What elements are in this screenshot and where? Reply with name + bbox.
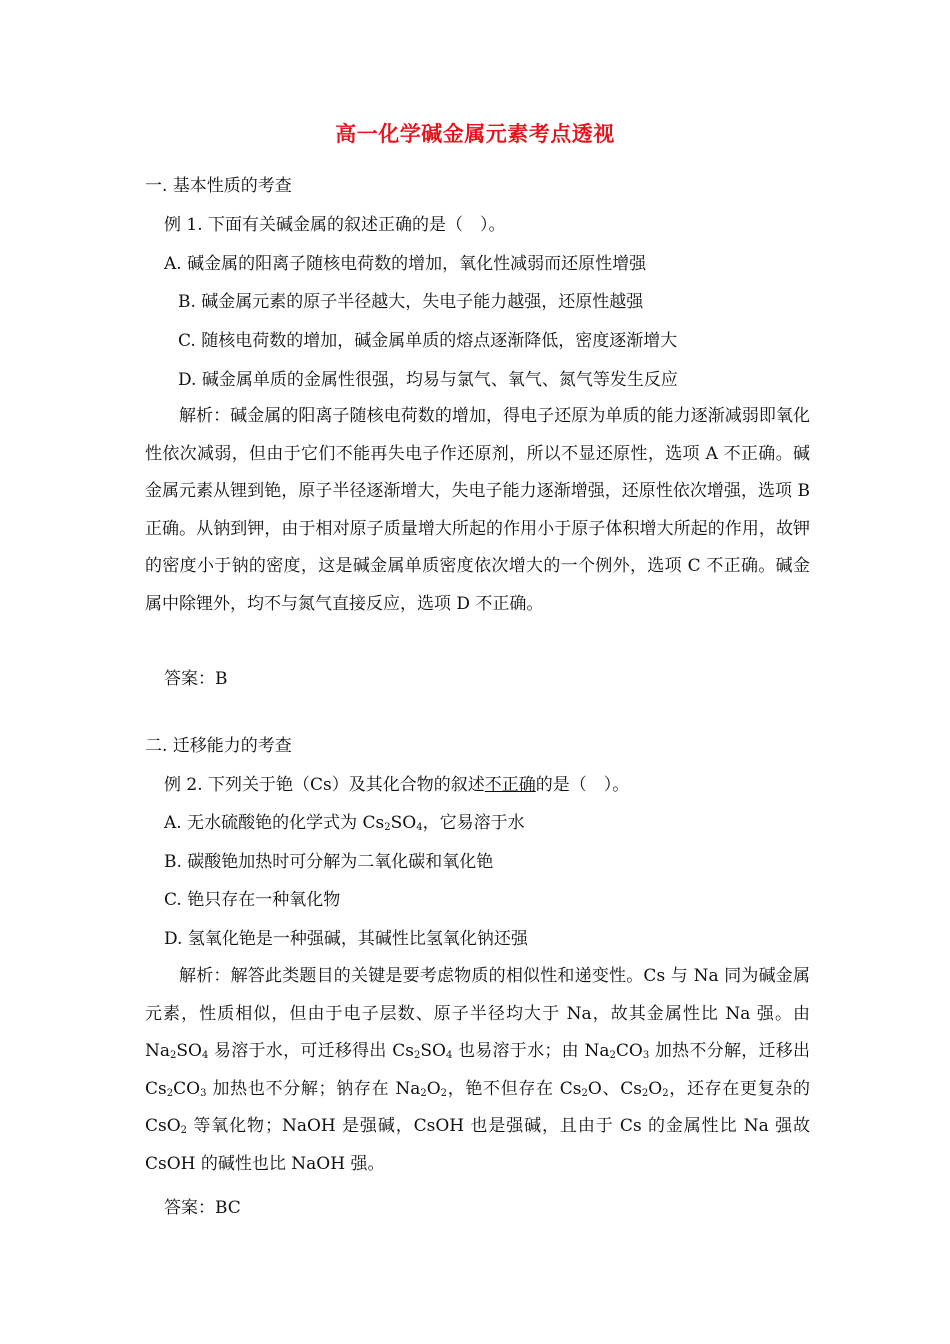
subscript: 2 — [166, 1087, 174, 1099]
subscript: 2 — [414, 1050, 421, 1062]
analysis-text: SO — [420, 1041, 446, 1062]
analysis-text: CO — [173, 1078, 201, 1099]
example-1-question: 例 1. 下面有关碱金属的叙述正确的是（ ）。 — [164, 215, 506, 235]
example-2-option-a — [164, 811, 525, 835]
subscript: 2 — [662, 1087, 669, 1099]
analysis-text: SO — [176, 1041, 202, 1062]
subscript: 2 — [581, 1087, 588, 1099]
subscript: 2 — [641, 1087, 649, 1099]
option-a-text: SO — [390, 813, 417, 833]
subscript: 2 — [384, 822, 391, 833]
subscript: 4 — [201, 1050, 209, 1062]
option-a-text: A. 无水硫酸铯的化学式为 Cs — [164, 813, 385, 833]
analysis-text: O、Cs — [587, 1078, 642, 1099]
example-2-question — [164, 773, 629, 797]
analysis-text: 易溶于水，可迁移得出 Cs — [208, 1041, 415, 1062]
subscript: 2 — [440, 1087, 448, 1099]
example-1-analysis: 解析：碱金属的阳离子随核电荷数的增加，得电子还原为单质的能力逐渐减弱即氧化性依次减弱，但由于它们不能再失电子作还原剂，所以不显还原性，选项 A 不正确。碱金属元素从锂到铯，原子半径逐渐增大，失电子能力逐渐增强，还原性依次增强，选项 B 正确。从钠到钾，由于相对原子质量增大所起的作用小于原子体积增大所起的作用，故钾的密度小于钠的密度，这是碱金属单质密度依次增大的一个例外，选项 C 不正确。碱金属中除锂外，均不与氮气直接反应，选项 D 不正确。 — [145, 406, 810, 614]
subscript: 2 — [170, 1050, 177, 1062]
subscript: 2 — [420, 1087, 427, 1099]
example-2-answer: 答案：BC — [164, 1198, 241, 1218]
analysis-text: 也易溶于水；由 Na — [452, 1041, 610, 1062]
example-2-analysis — [145, 958, 810, 1184]
analysis-text: O — [648, 1078, 663, 1099]
option-a-text: ，它易溶于水 — [422, 813, 525, 833]
analysis-text: O — [426, 1078, 441, 1099]
subscript: 3 — [642, 1050, 650, 1062]
subscript: 4 — [446, 1050, 453, 1062]
analysis-text: 加热不分解，迁移出 Cs — [145, 1041, 810, 1099]
question-text-end: 的是（ ）。 — [535, 775, 630, 795]
underlined-text: 不正确 — [484, 775, 536, 795]
example-1-option-c: C. 随核电荷数的增加，碱金属单质的熔点逐渐降低，密度逐渐增大 — [178, 331, 678, 351]
subscript: 3 — [200, 1087, 207, 1099]
question-text: 例 2. 下列关于铯（Cs）及其化合物的叙述 — [164, 775, 485, 795]
analysis-text: 等氧化物；NaOH 是强碱，CsOH 也是强碱，且由于 Cs 的金属性比 Na 强故 CsOH 的碱性也比 NaOH 强。 — [145, 1116, 810, 1174]
analysis-text: 解析：解答此类题目的关键是要考虑物质的相似性和递变性。Cs 与 Na 同为碱金属元素，性质相似，但由于电子层数、原子半径均大于 Na，故其金属性比 Na 强。由 Na — [145, 966, 810, 1062]
subscript: 4 — [416, 822, 423, 833]
subscript: 2 — [180, 1125, 188, 1137]
subscript: 2 — [609, 1050, 616, 1062]
example-2-option-c: C. 铯只存在一种氧化物 — [164, 890, 341, 910]
analysis-text: ，铯不但存在 Cs — [447, 1078, 582, 1099]
analysis-text: CO — [615, 1041, 643, 1062]
section-1-heading: 一. 基本性质的考查 — [145, 176, 292, 196]
example-1-option-b: B. 碱金属元素的原子半径越大，失电子能力越强，还原性越强 — [178, 292, 644, 312]
example-1-option-a: A. 碱金属的阳离子随核电荷数的增加，氧化性减弱而还原性增强 — [164, 254, 647, 274]
example-1-answer: 答案：B — [164, 669, 228, 689]
analysis-text: 加热也不分解；钠存在 Na — [206, 1078, 421, 1099]
page-title: 高一化学碱金属元素考点透视 — [335, 121, 615, 146]
analysis-text: ，还存在更复杂的 CsO — [145, 1078, 810, 1137]
example-2-option-b: B. 碳酸铯加热时可分解为二氧化碳和氧化铯 — [164, 852, 494, 872]
example-2-option-d: D. 氢氧化铯是一种强碱，其碱性比氢氧化钠还强 — [164, 929, 528, 949]
example-1-option-d: D. 碱金属单质的金属性很强，均易与氯气、氧气、氮气等发生反应 — [178, 370, 678, 390]
section-2-heading: 二. 迁移能力的考查 — [145, 736, 292, 756]
